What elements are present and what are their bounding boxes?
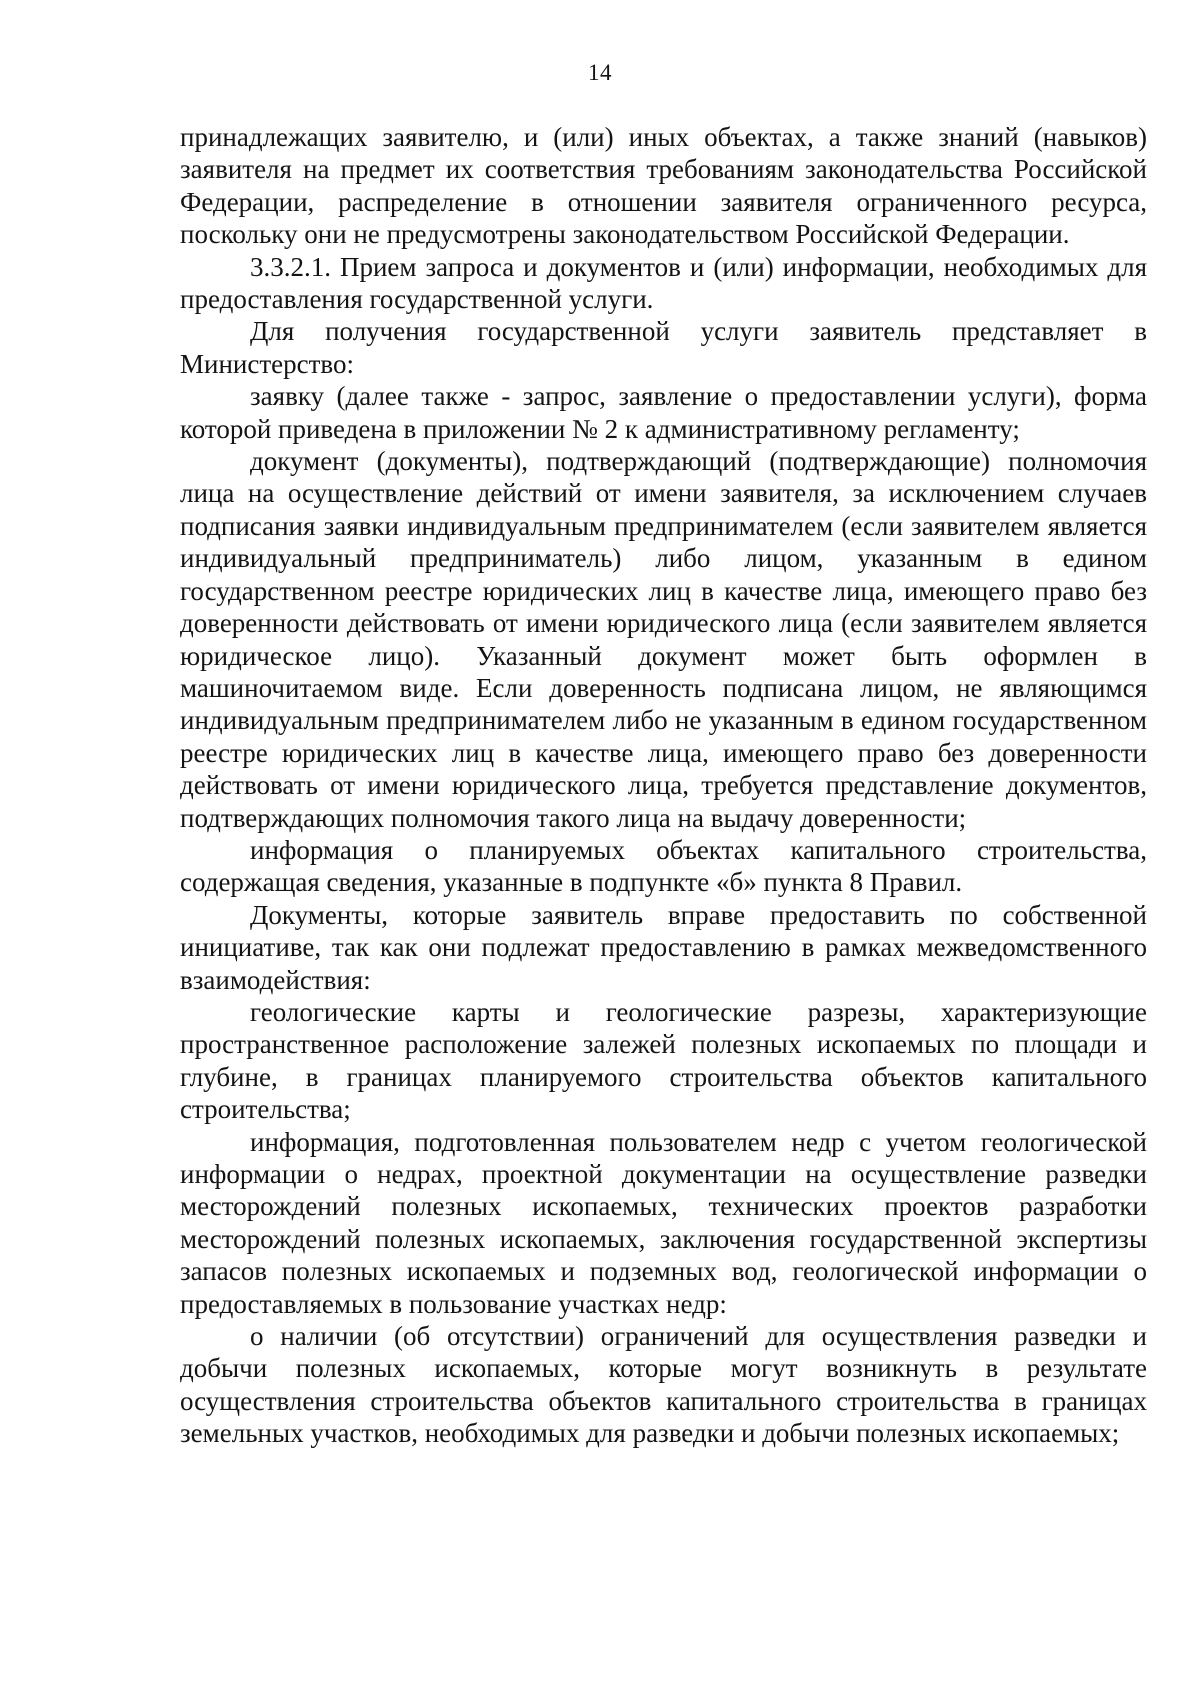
paragraph-optional-documents: Документы, которые заявитель вправе предоставить по собственной инициативе, так как они подлежат предоставлению в рамках межведомственного взаимодействия:	[180, 899, 1147, 995]
paragraph-application-form: заявку (далее также - запрос, заявление о предоставлении услуги), форма которой приведена в приложении № 2 к административному регламенту;	[180, 381, 1147, 444]
paragraph-section-3-3-2-1: 3.3.2.1. Прием запроса и документов и (или) информации, необходимых для предоставления государственной услуги.	[180, 251, 1147, 315]
paragraph-subsoil-user-info: информация, подготовленная пользователем недр с учетом геологической информации о недрах, проектной документации на осуществление разведки месторождений полезных ископаемых, технических проектов разработки месторождений полезных ископаемых, заключения государственной экспертизы запасов полезных ископаемых и подземных вод, геологической информации о предоставляемых в пользование участках недр:	[180, 1126, 1147, 1319]
page-number: 14	[588, 60, 612, 85]
paragraph-authority-document: документ (документы), подтверждающий (подтверждающие) полномочия лица на осуществление действий от имени заявителя, за исключением случаев подписания заявки индивидуальным предпринимателем (если заявителем является индивидуальный предприниматель) либо лицом, указанным в едином государственном реестре юридических лиц в качестве лица, имеющего право без доверенности действовать от имени юридического лица (если заявителем является юридическое лицо). Указанный документ может быть оформлен в машиночитаемом виде. Если доверенность подписана лицом, не являющимся индивидуальным предпринимателем либо не указанным в едином государственном реестре юридических лиц в качестве лица, имеющего право без доверенности действовать от имени юридического лица, требуется представление документов, подтверждающих полномочия такого лица на выдачу доверенности;	[180, 446, 1147, 833]
paragraph-continuation: принадлежащих заявителю, и (или) иных объектах, а также знаний (навыков) заявителя на предмет их соответствия требованиям законодательства Российской Федерации, распределение в отношении заявителя ограниченного ресурса, поскольку они не предусмотрены законодательством Российской Федерации.	[180, 122, 1147, 250]
paragraph-geological-maps: геологические карты и геологические разрезы, характеризующие пространственное расположение залежей полезных ископаемых по площади и глубине, в границах планируемого строительства объектов капитального строительства;	[180, 996, 1147, 1125]
paragraph-planned-objects-info: информация о планируемых объектах капитального строительства, содержащая сведения, указанные в подпункте «б» пункта 8 Правил.	[180, 834, 1147, 898]
paragraph-restrictions: о наличии (об отсутствии) ограничений для осуществления разведки и добычи полезных ископаемых, которые могут возникнуть в результате осуществления строительства объектов капитального строительства в границах земельных участков, необходимых для разведки и добычи полезных ископаемых;	[180, 1321, 1147, 1449]
paragraph-applicant-submits: Для получения государственной услуги заявитель представляет в Министерство:	[180, 316, 1147, 379]
document-body	[180, 121, 1147, 1450]
